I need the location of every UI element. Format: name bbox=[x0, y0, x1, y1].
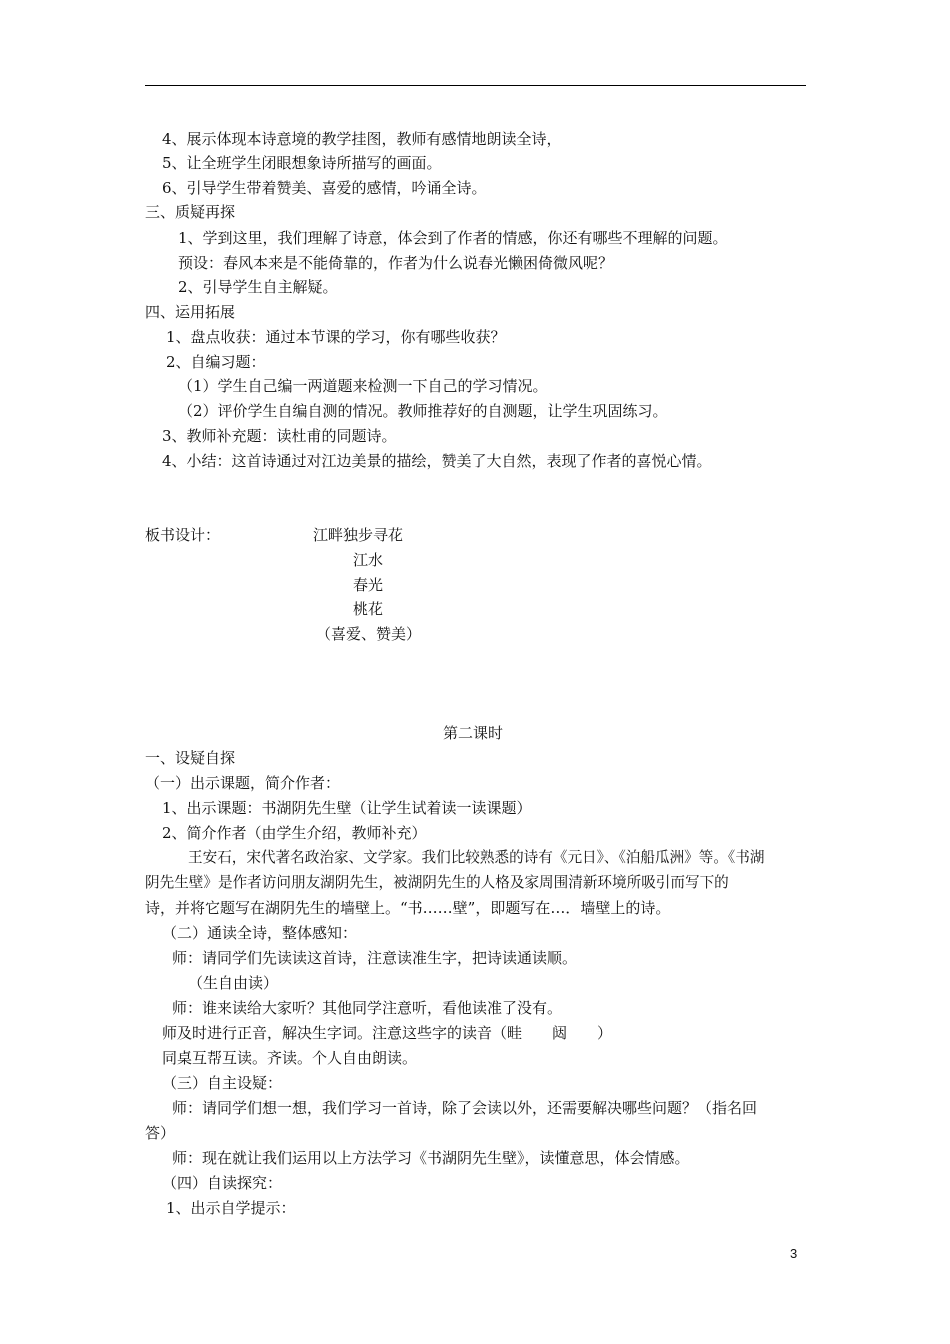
header-rule bbox=[145, 85, 806, 86]
text-line: 2、自编习题： bbox=[166, 353, 266, 371]
section-heading: 三、质疑再探 bbox=[145, 203, 236, 221]
text-line: 答） bbox=[145, 1124, 176, 1142]
text-line: 师及时进行正音，解决生字词。注意这些字的读音（畦 闼 ） bbox=[162, 1024, 613, 1042]
text-line: （1）学生自己编一两道题来检测一下自己的学习情况。 bbox=[178, 377, 548, 395]
board-item: 桃花 bbox=[353, 600, 384, 618]
text-line: 3、教师补充题：读杜甫的同题诗。 bbox=[162, 427, 397, 445]
text-line: 师：请同学们想一想，我们学习一首诗，除了会读以外，还需要解决哪些问题？（指名回 bbox=[172, 1099, 758, 1117]
text-line: （2）评价学生自编自测的情况。教师推荐好的自测题，让学生巩固练习。 bbox=[178, 402, 668, 420]
text-line: 师：现在就让我们运用以上方法学习《书湖阴先生壁》，读懂意思，体会情感。 bbox=[172, 1149, 690, 1167]
text-line: 师：谁来读给大家听？其他同学注意听，看他读准了没有。 bbox=[172, 999, 563, 1017]
text-line: 预设：春风本来是不能倚靠的，作者为什么说春光懒困倚微风呢？ bbox=[178, 254, 614, 272]
text-line: 1、出示课题：书湖阴先生壁（让学生试着读一读课题） bbox=[162, 799, 532, 817]
text-line: 4、展示体现本诗意境的教学挂图，教师有感情地朗读全诗， bbox=[162, 130, 562, 148]
paragraph-line: 诗，并将它题写在湖阴先生的墙壁上。“书……壁”，即题写在…．墙壁上的诗。 bbox=[145, 899, 671, 917]
text-line: （三）自主设疑： bbox=[162, 1074, 283, 1092]
text-line: 1、学到这里，我们理解了诗意，体会到了作者的情感，你还有哪些不理解的问题。 bbox=[178, 229, 728, 247]
text-line: 2、简介作者（由学生介绍，教师补充） bbox=[162, 824, 427, 842]
text-line: 4、小结：这首诗通过对江边美景的描绘，赞美了大自然，表现了作者的喜悦心情。 bbox=[162, 452, 712, 470]
section-heading: 四、运用拓展 bbox=[145, 303, 236, 321]
page-number: 3 bbox=[790, 1246, 798, 1261]
board-note: （喜爱、赞美） bbox=[316, 625, 422, 643]
text-line: 1、出示自学提示： bbox=[166, 1199, 296, 1217]
text-line: 2、引导学生自主解疑。 bbox=[178, 278, 338, 296]
text-line: （一）出示课题，简介作者： bbox=[145, 774, 341, 792]
text-line: 师：请同学们先读读这首诗，注意读准生字，把诗读通读顺。 bbox=[172, 949, 578, 967]
text-line: （四）自读探究： bbox=[162, 1174, 283, 1192]
text-line: 5、让全班学生闭眼想象诗所描写的画面。 bbox=[162, 154, 442, 172]
section-heading: 一、设疑自探 bbox=[145, 749, 236, 767]
board-label: 板书设计： bbox=[145, 526, 221, 544]
paragraph-line: 阴先生壁》是作者访问朋友湖阴先生，被湖阴先生的人格及家周围清新环境所吸引而写下的 bbox=[145, 874, 729, 891]
board-item: 春光 bbox=[353, 576, 384, 594]
paragraph-line: 王安石，宋代著名政治家、文学家。我们比较熟悉的诗有《元日》、《泊船瓜洲》等。《书湖 bbox=[188, 849, 765, 866]
text-line: 同桌互帮互读。齐读。个人自由朗读。 bbox=[162, 1049, 418, 1067]
text-line: （生自由读） bbox=[188, 974, 279, 992]
text-line: 6、引导学生带着赞美、喜爱的感情，吟诵全诗。 bbox=[162, 179, 487, 197]
lesson-heading: 第二课时 bbox=[443, 724, 504, 742]
board-item: 江水 bbox=[353, 551, 384, 569]
text-line: 1、盘点收获：通过本节课的学习，你有哪些收获？ bbox=[166, 328, 506, 346]
board-title: 江畔独步寻花 bbox=[313, 526, 404, 544]
text-line: （二）通读全诗，整体感知： bbox=[162, 924, 358, 942]
